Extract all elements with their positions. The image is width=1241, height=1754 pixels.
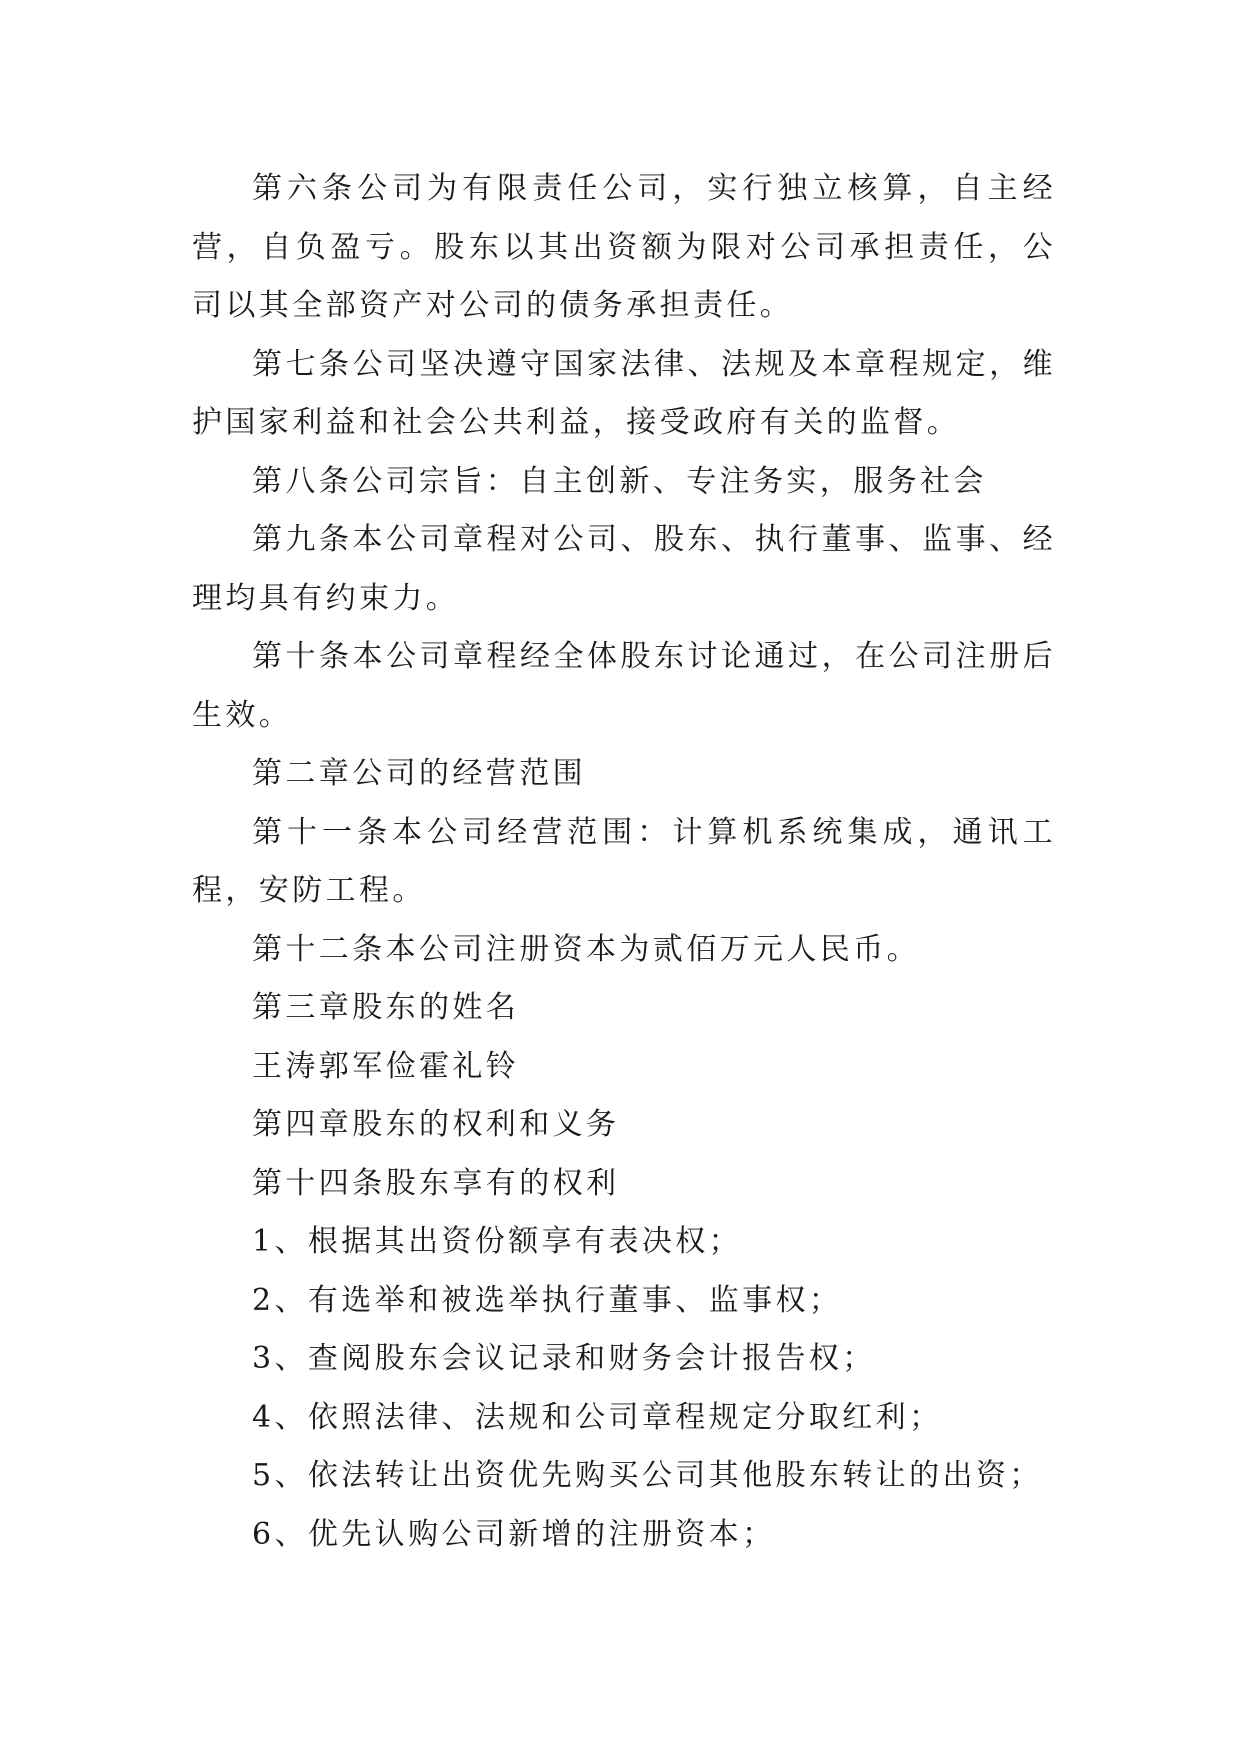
- shareholder-names: 王涛郭军俭霍礼铃: [252, 1048, 520, 1084]
- article-14-paragraph: 第十四条股东享有的权利: [252, 1165, 620, 1201]
- rights-list-item: 3、查阅股东会议记录和财务会计报告权；: [252, 1341, 876, 1376]
- rights-list-item: 5、依法转让出资优先购买公司其他股东转让的出资；: [252, 1458, 1043, 1493]
- chapter-4-heading: 第四章股东的权利和义务: [252, 1107, 620, 1142]
- article-10-paragraph: 第十条本公司章程经全体股东讨论通过，在公司注册后生效。: [192, 639, 1056, 733]
- rights-list-item: 2、有选举和被选举执行董事、监事权；: [252, 1282, 843, 1318]
- chapter-3-heading: 第三章股东的姓名: [252, 990, 520, 1025]
- article-11-paragraph: 第十一条本公司经营范围：计算机系统集成，通讯工程，安防工程。: [192, 814, 1056, 908]
- rights-list-item: 4、依照法律、法规和公司章程规定分取红利；: [252, 1399, 943, 1435]
- article-9-paragraph: 第九条本公司章程对公司、股东、执行董事、监事、经理均具有约束力。: [192, 522, 1056, 616]
- chapter-2-heading: 第二章公司的经营范围: [252, 756, 586, 791]
- article-8-paragraph: 第八条公司宗旨：自主创新、专注务实，服务社会: [252, 463, 987, 499]
- rights-list-item: 6、优先认购公司新增的注册资本；: [252, 1516, 776, 1552]
- article-7-paragraph: 第七条公司坚决遵守国家法律、法规及本章程规定，维护国家利益和社会公共利益，接受政府有关的监督。: [192, 346, 1056, 440]
- rights-list-item: 1、根据其出资份额享有表决权；: [252, 1224, 743, 1259]
- document-body: [192, 160, 1056, 1564]
- article-6-paragraph: 第六条公司为有限责任公司，实行独立核算，自主经营，自负盈亏。股东以其出资额为限对公司承担责任，公司以其全部资产对公司的债务承担责任。: [192, 171, 1056, 323]
- article-12-paragraph: 第十二条本公司注册资本为贰佰万元人民币。: [252, 931, 920, 967]
